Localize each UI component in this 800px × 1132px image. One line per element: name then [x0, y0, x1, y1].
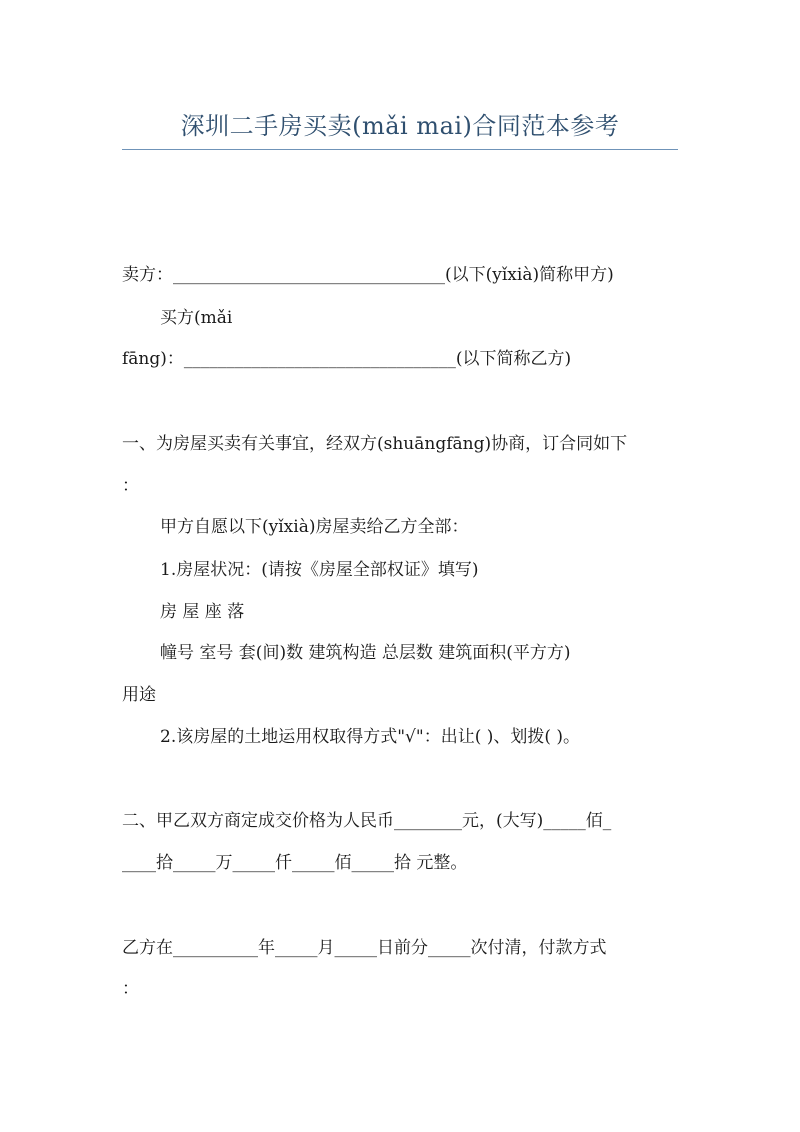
document-title: 深圳二手房买卖(mǎi mai)合同范本参考 [180, 112, 620, 140]
seller-intent-line: 甲方自愿以下(yǐxià)房屋卖给乙方全部： [160, 517, 469, 537]
property-use-line: 用途 [122, 685, 156, 705]
payment-schedule-line-continued: ： [122, 979, 139, 999]
clause-one-heading: 一、为房屋买卖有关事宜，经双方(shuāngfāng)协商，订合同如下 [122, 434, 628, 454]
buyer-label-line: 买方(mǎi [160, 308, 233, 328]
clause-two-price-line: 二、甲乙双方商定成交价格为人民币________元，(大写)_____佰_ [122, 811, 612, 831]
clause-two-price-line-continued: ____拾_____万_____仟_____佰_____拾 元整。 [122, 853, 468, 873]
payment-schedule-line: 乙方在__________年_____月_____日前分_____次付清，付款方式 [122, 938, 607, 958]
property-status-line: 1.房屋状况：(请按《房屋全部权证》填写) [160, 560, 479, 580]
buyer-line: fāng)：________________________________(以下简称乙方) [122, 349, 572, 369]
property-fields-line: 幢号 室号 套(间)数 建筑构造 总层数 建筑面积(平方方) [160, 643, 571, 663]
seller-line: 卖方：________________________________(以下(yǐxià)简称甲方) [122, 265, 614, 285]
property-location-line: 房 屋 座 落 [160, 602, 245, 622]
land-use-right-line: 2.该房屋的土地运用权取得方式"√"：出让( )、划拨( )。 [160, 727, 581, 747]
clause-one-heading-continued: ： [122, 476, 139, 496]
title-divider [122, 149, 678, 150]
